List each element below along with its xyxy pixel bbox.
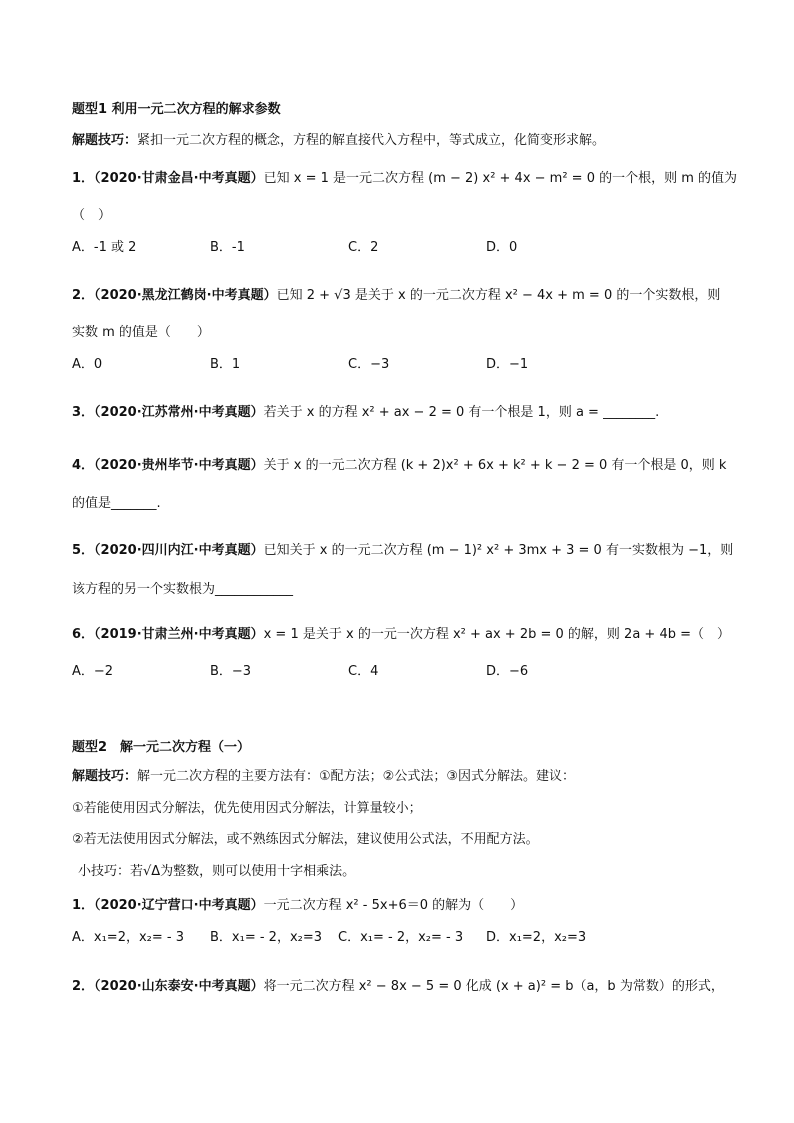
option-d: D．0 [486, 240, 518, 255]
option-d: D．−1 [486, 357, 529, 372]
option-c: C．x₁= - 2，x₂= - 3 [338, 930, 464, 945]
question-6-line1 [72, 625, 730, 645]
question-5-line2: 该方程的另一个实数根为____________ [72, 582, 294, 597]
tip-label: 解题技巧： [72, 133, 138, 148]
question-text: x = 1 是关于 x 的一元一次方程 x² + ax + 2b = 0 的解，则 2a + 4b =（ ） [263, 627, 730, 642]
question-source: （2019·甘肃兰州·中考真题） [94, 627, 264, 642]
section1-title: 题型1 利用一元二次方程的解求参数 [72, 102, 281, 117]
option-b: B．-1 [210, 240, 245, 255]
question-number: 5． [72, 543, 95, 558]
question-text: 将一元二次方程 x² − 8x − 5 = 0 化成 (x + a)² = b（a，b 为常数）的形式， [263, 979, 724, 994]
option-b: B．1 [210, 357, 241, 372]
section2-tip-line3: ②若无法使用因式分解法，或不熟练因式分解法，建议使用公式法，不用配方法。 [72, 832, 539, 847]
option-d: D．−6 [486, 664, 529, 679]
question-source: （2020·贵州毕节·中考真题） [94, 458, 264, 473]
question-source: （2020·甘肃金昌·中考真题） [94, 171, 264, 186]
option-d: D．x₁=2，x₂=3 [486, 930, 587, 945]
option-c: C．−3 [348, 357, 390, 372]
question-number: 2． [72, 979, 95, 994]
question-2-line1 [72, 286, 720, 306]
tip-label: 解题技巧： [72, 769, 138, 784]
s2-question-1-line1 [72, 896, 523, 916]
question-source: （2020·辽宁营口·中考真题） [94, 898, 264, 913]
section2-tip-line4: 小技巧：若√Δ为整数，则可以使用十字相乘法。 [78, 864, 356, 879]
question-number: 6． [72, 627, 95, 642]
question-source: （2020·江苏常州·中考真题） [94, 405, 264, 420]
question-number: 2． [72, 288, 95, 303]
option-a: A．0 [72, 357, 103, 372]
s2-question-2-line1 [72, 977, 724, 997]
question-2-line2: 实数 m 的值是（ ） [72, 325, 210, 340]
question-4-line1 [72, 456, 726, 476]
section1-tip [72, 131, 605, 151]
question-number: 3． [72, 405, 95, 420]
question-number: 4． [72, 458, 95, 473]
question-text: 已知关于 x 的一元二次方程 (m − 1)² x² + 3mx + 3 = 0 有一实数根为 −1，则 [263, 543, 734, 558]
question-text: 一元二次方程 x² - 5x+6＝0 的解为（ ） [263, 898, 524, 913]
question-text: 关于 x 的一元二次方程 (k + 2)x² + 6x + k² + k − 2 = 0 有一个根是 0，则 k [263, 458, 727, 473]
question-3-line1 [72, 403, 659, 423]
option-b: B．−3 [210, 664, 252, 679]
question-source: （2020·黑龙江鹤岗·中考真题） [94, 288, 277, 303]
option-c: C．2 [348, 240, 379, 255]
question-4-line2: 的值是_______. [72, 496, 161, 511]
question-1-line1 [72, 169, 737, 189]
question-number: 1． [72, 898, 95, 913]
section2-tip-line2: ①若能使用因式分解法，优先使用因式分解法，计算量较小； [72, 801, 422, 816]
tip-text: 解一元二次方程的主要方法有：①配方法；②公式法；③因式分解法。建议： [137, 769, 575, 784]
question-5-line1 [72, 541, 733, 561]
section2-title: 题型2 解一元二次方程（一） [72, 740, 251, 755]
question-source: （2020·四川内江·中考真题） [94, 543, 264, 558]
question-text: 已知 2 + √3 是关于 x 的一元二次方程 x² − 4x + m = 0 的一个实数根，则 [276, 288, 721, 303]
question-source: （2020·山东泰安·中考真题） [94, 979, 264, 994]
question-text: 已知 x = 1 是一元二次方程 (m − 2) x² + 4x − m² = 0 的一个根，则 m 的值为 [263, 171, 738, 186]
section2-tip [72, 767, 575, 787]
option-c: C．4 [348, 664, 379, 679]
question-1-line2: （ ） [72, 208, 112, 223]
option-b: B．x₁= - 2，x₂=3 [210, 930, 323, 945]
option-a: A．-1 或 2 [72, 240, 137, 255]
question-number: 1． [72, 171, 95, 186]
question-text: 若关于 x 的方程 x² + ax − 2 = 0 有一个根是 1，则 a = ________. [263, 405, 660, 420]
option-a: A．x₁=2，x₂= - 3 [72, 930, 184, 945]
tip-text: 紧扣一元二次方程的概念，方程的解直接代入方程中，等式成立，化简变形求解。 [137, 133, 606, 148]
option-a: A．−2 [72, 664, 114, 679]
